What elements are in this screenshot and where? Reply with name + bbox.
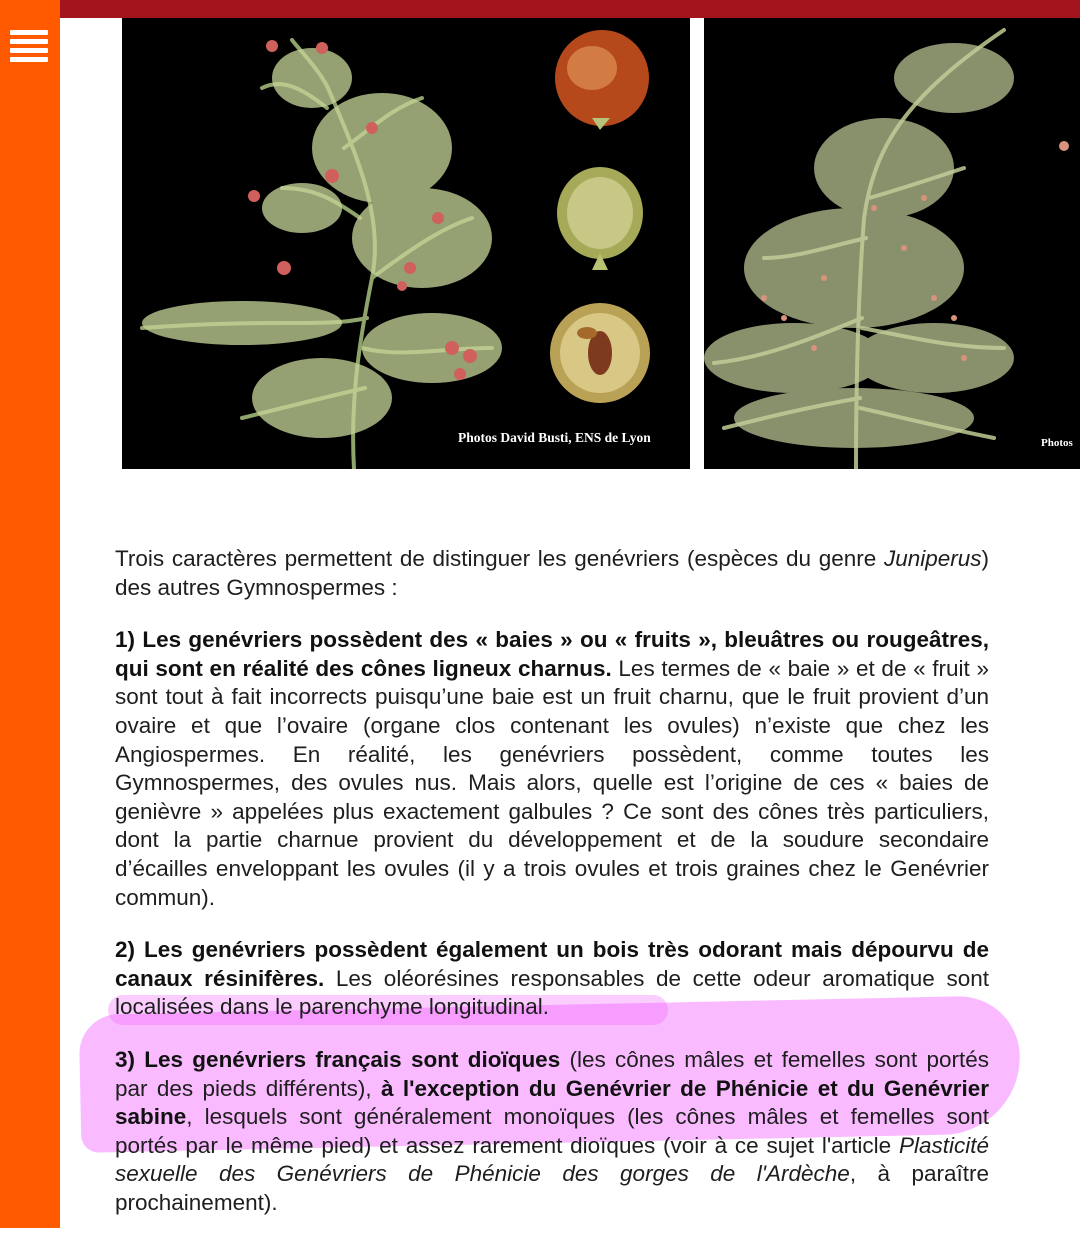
paragraph-1: 1) Les genévriers possèdent des « baies » ou « fruits », bleuâtres ou rougeâtres, qui sont en réalité des cônes ligneux charnus. Les termes de « baie » et de « fruit » sont tout à fait incorrects puisqu’une baie est un fruit charnu, que le fruit provient d’un ovaire et que l’ovaire (organe clos contenant les ovules) n’existe que chez les Angiospermes. En réalité, les genévriers possèdent, comme toutes les Gymnospermes, des ovules nus. Mais alors, quelle est l’origine de ces « baies de genièvre » appelées plus exactement galbules ? Ce sont des cônes très particuliers, dont la partie charnue provient du développement et de la soudure secondaire d’écailles enveloppant les ovules (il y a trois ovules et trois graines chez le Genévrier commun). bbox=[115, 627, 989, 910]
galbule-section-image bbox=[557, 167, 643, 270]
paragraph-3: 3) Les genévriers français sont dioïques (les cônes mâles et femelles sont portés par des pieds différents), à l'exception du Genévrier de Phénicie et du Genévrier sabine, lesquels sont généralement monoïques (les cônes mâles et femelles sont portés par le même pied) et assez rarement dioïques (voir à ce sujet l'article Plasticité sexuelle des Genévriers de Phénicie des gorges de l'Ardèche, à paraître prochainement). bbox=[115, 1046, 989, 1215]
galbule-whole-image bbox=[555, 30, 649, 130]
paragraph-1-heading: 1) Les genévriers possèdent des « baies » ou « fruits », bleuâtres ou rougeâtres, qui sont en réalité des cônes ligneux charnus. bbox=[115, 627, 989, 681]
top-bar bbox=[0, 0, 1080, 18]
photo-credit: Photos David Busti, ENS de Lyon bbox=[458, 430, 651, 445]
genus-name: Juniperus bbox=[883, 546, 982, 571]
galbule-cut-image bbox=[550, 303, 650, 403]
hamburger-menu-icon[interactable] bbox=[10, 30, 48, 62]
juniper-branch-photo bbox=[122, 18, 690, 469]
paragraph-3-heading: 3) Les genévriers français sont dioïques bbox=[115, 1046, 561, 1072]
juniper-branch-photo-right bbox=[704, 18, 1080, 469]
article-body bbox=[115, 545, 989, 1241]
photo-credit-right: Photos bbox=[1041, 437, 1073, 449]
intro-paragraph: Trois caractères permettent de distinguer les genévriers (espèces du genre Juniperus) des autres Gymnospermes : bbox=[115, 546, 989, 600]
article-link-title[interactable]: Plasticité sexuelle des Genévriers de Phénicie des gorges de l'Ardèche bbox=[115, 1132, 989, 1187]
paragraph-2-heading: 2) Les genévriers possèdent également un bois très odorant mais dépourvu de canaux résinifères. bbox=[115, 937, 989, 991]
paragraph-2: 2) Les genévriers possèdent également un bois très odorant mais dépourvu de canaux résinifères. Les oléorésines responsables de cette odeur aromatique sont localisées dans le parenchyme longitudinal. bbox=[115, 937, 989, 1020]
sidebar bbox=[0, 0, 60, 1228]
